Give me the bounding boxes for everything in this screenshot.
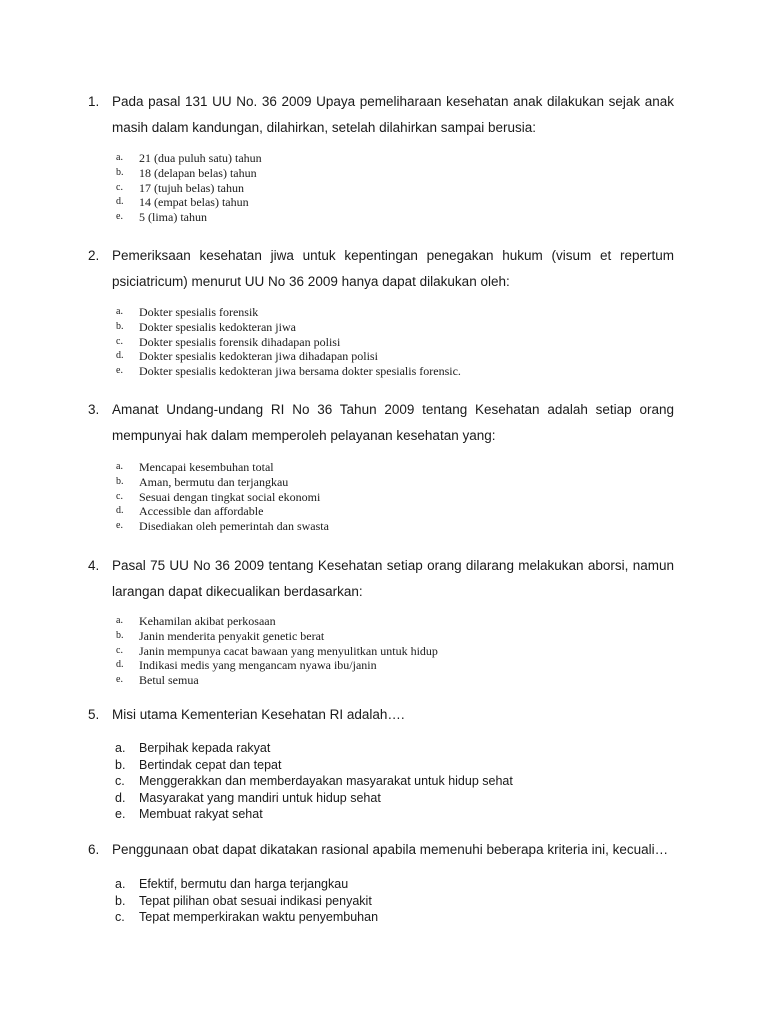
question-number: 6. <box>88 842 100 857</box>
option-text: Aman, bermutu dan terjangkau <box>139 474 289 489</box>
option-text: Tepat pilihan obat sesuai indikasi penyakit <box>139 893 372 908</box>
option-letter: c. <box>116 490 123 502</box>
answer-option-b <box>0 629 768 644</box>
answer-option-d <box>0 504 768 519</box>
option-text: Efektif, bermutu dan harga terjangkau <box>139 877 349 891</box>
option-letter: a. <box>116 461 123 472</box>
option-letter: a. <box>115 877 126 891</box>
option-letter: d. <box>116 659 124 671</box>
option-letter: e. <box>116 674 123 685</box>
option-text: Berpihak kepada rakyat <box>139 741 271 755</box>
answer-option-e <box>0 519 768 534</box>
option-text: Dokter spesialis forensik <box>139 305 259 319</box>
option-letter: b. <box>115 893 126 908</box>
answer-option-c <box>0 909 768 926</box>
answer-option-c <box>0 773 768 790</box>
option-letter: a. <box>116 306 123 317</box>
option-letter: d. <box>116 196 124 208</box>
option-text: Mencapai kesembuhan total <box>139 460 274 474</box>
answer-option-b <box>0 166 768 181</box>
option-text: Betul semua <box>139 673 199 687</box>
option-text: Kehamilan akibat perkosaan <box>139 614 276 628</box>
option-letter: a. <box>115 741 126 755</box>
option-letter: e. <box>115 807 126 821</box>
option-text: 17 (tujuh belas) tahun <box>139 180 244 195</box>
answer-options-5 <box>0 740 768 823</box>
question-text: Pemeriksaan kesehatan jiwa untuk kepentingan penegakan hukum (visum et repertum psiciatricum) menurut UU No 36 2009 hanya dapat dilakukan oleh: <box>112 248 674 289</box>
answer-options-6 <box>0 876 768 926</box>
option-text: Dokter spesialis kedokteran jiwa bersama dokter spesialis forensic. <box>139 364 461 378</box>
option-text: 21 (dua puluh satu) tahun <box>139 151 262 165</box>
answer-option-c <box>0 644 768 659</box>
option-text: Tepat memperkirakan waktu penyembuhan <box>139 910 379 924</box>
answer-option-c <box>0 490 768 505</box>
option-letter: b. <box>116 320 124 332</box>
answer-option-b <box>0 893 768 910</box>
answer-option-b <box>0 475 768 490</box>
question-text: Pasal 75 UU No 36 2009 tentang Kesehatan setiap orang dilarang melakukan aborsi, namun larangan dapat dikecualikan berdasarkan: <box>112 558 674 599</box>
option-letter: b. <box>116 166 124 178</box>
answer-option-e <box>0 210 768 225</box>
answer-option-d <box>0 349 768 364</box>
option-letter: b. <box>116 629 124 641</box>
option-letter: b. <box>115 757 126 772</box>
option-letter: d. <box>116 350 124 362</box>
option-letter: d. <box>116 505 124 517</box>
option-text: Dokter spesialis forensik dihadapan polisi <box>139 334 341 349</box>
question-text: Pada pasal 131 UU No. 36 2009 Upaya pemeliharaan kesehatan anak dilakukan sejak anak masih dalam kandungan, dilahirkan, setelah dilahirkan sampai berusia: <box>112 94 674 135</box>
answer-option-a <box>0 460 768 475</box>
option-text: Indikasi medis yang mengancam nyawa ibu/janin <box>139 658 377 673</box>
option-letter: c. <box>116 644 123 656</box>
answer-option-a <box>0 614 768 629</box>
answer-options-4 <box>0 614 768 688</box>
option-text: Accessible dan affordable <box>139 504 264 519</box>
option-letter: e. <box>116 520 123 531</box>
option-text: Dokter spesialis kedokteran jiwa <box>139 319 296 334</box>
option-letter: b. <box>116 475 124 487</box>
option-letter: a. <box>116 615 123 626</box>
option-text: Dokter spesialis kedokteran jiwa dihadapan polisi <box>139 349 378 364</box>
answer-option-c <box>0 181 768 196</box>
answer-option-a <box>0 151 768 166</box>
answer-options-3 <box>0 460 768 534</box>
option-text: 14 (empat belas) tahun <box>139 195 249 210</box>
question-text: Amanat Undang-undang RI No 36 Tahun 2009 tentang Kesehatan adalah setiap orang mempunyai hak dalam memperoleh pelayanan kesehatan yang: <box>112 402 674 443</box>
answer-option-e <box>0 806 768 823</box>
answer-option-a <box>0 740 768 757</box>
question-text: Misi utama Kementerian Kesehatan RI adalah…. <box>112 707 405 722</box>
option-text: Janin menderita penyakit genetic berat <box>139 628 325 643</box>
answer-option-b <box>0 320 768 335</box>
option-text: 18 (delapan belas) tahun <box>139 165 257 180</box>
question-number: 4. <box>88 558 100 573</box>
option-text: Masyarakat yang mandiri untuk hidup sehat <box>139 790 381 805</box>
answer-option-e <box>0 673 768 688</box>
answer-option-d <box>0 195 768 210</box>
option-letter: e. <box>116 365 123 376</box>
answer-option-d <box>0 790 768 807</box>
answer-option-e <box>0 364 768 379</box>
option-text: 5 (lima) tahun <box>139 210 207 224</box>
option-text: Menggerakkan dan memberdayakan masyarakat untuk hidup sehat <box>139 774 513 788</box>
answer-option-d <box>0 658 768 673</box>
option-letter: c. <box>115 774 125 788</box>
answer-options-2 <box>0 305 768 379</box>
option-letter: d. <box>115 790 126 805</box>
option-text: Disediakan oleh pemerintah dan swasta <box>139 519 329 533</box>
answer-option-c <box>0 335 768 350</box>
question-text: Penggunaan obat dapat dikatakan rasional apabila memenuhi beberapa kriteria ini, kecuali… <box>112 842 669 857</box>
answer-option-a <box>0 876 768 893</box>
option-text: Membuat rakyat sehat <box>139 807 263 821</box>
option-letter: a. <box>116 152 123 163</box>
question-number: 2. <box>88 248 100 263</box>
question-number: 3. <box>88 402 100 417</box>
question-number: 1. <box>88 94 100 109</box>
option-letter: c. <box>116 181 123 193</box>
answer-options-1 <box>0 151 768 225</box>
option-text: Bertindak cepat dan tepat <box>139 757 282 772</box>
option-text: Janin mempunya cacat bawaan yang menyulitkan untuk hidup <box>139 643 438 658</box>
option-letter: e. <box>116 211 123 222</box>
option-text: Sesuai dengan tingkat social ekonomi <box>139 489 321 504</box>
option-letter: c. <box>116 335 123 347</box>
question-number: 5. <box>88 707 100 722</box>
option-letter: c. <box>115 910 125 924</box>
answer-option-a <box>0 305 768 320</box>
answer-option-b <box>0 757 768 774</box>
